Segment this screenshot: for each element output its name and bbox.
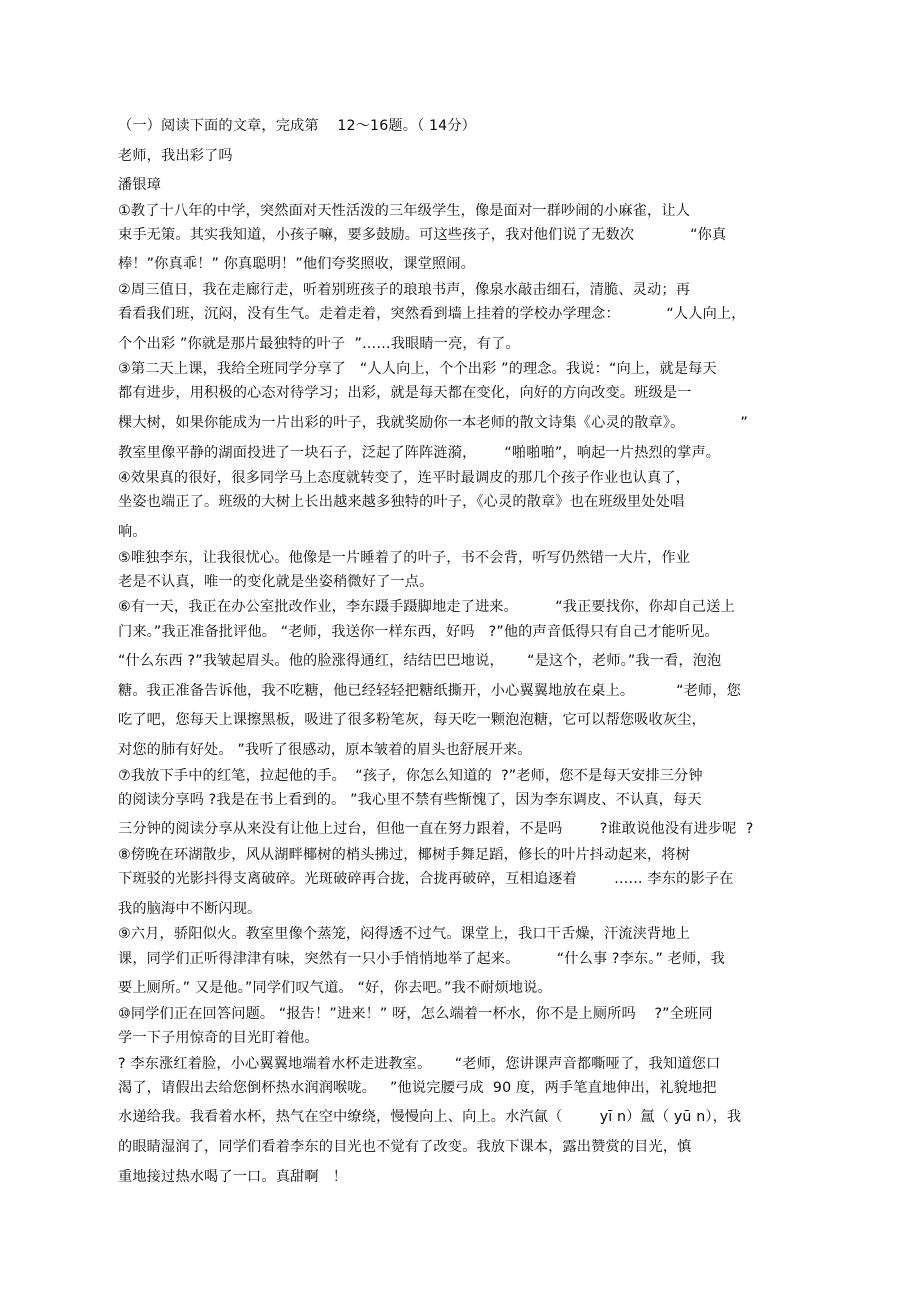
- paragraph-line: 吃了吧，您每天上课擦黑板，吸进了很多粉笔灰，每天吃一颗泡泡糖，它可以帮您吸收灰尘，: [118, 712, 706, 729]
- paragraph-line: 棵大树，如果你能成为一片出彩的叶子，我就奖励你一本老师的散文诗集《心灵的散章》。 ”: [118, 415, 748, 432]
- paragraph-line: 束手无策。其实我知道，小孩子嘛，要多鼓励。可这些孩子，我对他们说了无数次 “你真: [118, 226, 727, 243]
- paragraph-line: 对您的肺有好处。 ”我听了很感动，原本皱着的眉头也舒展开来。: [118, 742, 532, 759]
- paragraph-line: 下斑驳的光影抖得支离破碎。光斑破碎再合拢，合拢再破碎，互相追逐着 …… 李东的影子在: [118, 871, 734, 888]
- paragraph-line: 看看我们班，沉闷，没有生气。走着走着，突然看到墙上挂着的学校办学理念： “人人向上，: [118, 306, 746, 323]
- paragraph-line: 学一下子用惊奇的目光盯着他。: [118, 1030, 319, 1046]
- paragraph-line: 渴了，请假出去给您倒杯热水润润喉咙。 ”他说完腰弓成 90 度，两手笔直地伸出，礼貌地把: [118, 1079, 717, 1096]
- paragraph-line: ⑥有一天，我正在办公室批改作业，李东蹑手蹑脚地走了进来。 “我正要找你，你却自己送上: [118, 599, 735, 616]
- paragraph-line: 个个出彩 ”你就是那片最独特的叶子 ”……我眼睛一亮，有了。: [118, 335, 520, 352]
- paragraph-line: 课，同学们正听得津津有味，突然有一只小手悄悄地举了起来。 “什么事 ?李东。” 老师，我: [118, 950, 726, 967]
- paragraph-line: ⑨六月，骄阳似火。教室里像个蒸笼，闷得透不过气。课堂上，我口干舌燥，汗流浃背地上: [118, 926, 691, 943]
- paragraph-line: 都有进步，用积极的心态对待学习；出彩，就是每天都在变化，向好的方向改变。班级是一: [118, 385, 692, 402]
- paragraph-line: 糖。我正准备告诉他，我不吃糖，他已经轻轻把糖纸撕开，小心翼翼地放在桌上。 “老师，您: [118, 682, 741, 699]
- paragraph-line: 要上厕所。” 又是他。”同学们叹气道。 “好，你去吧。”我不耐烦地说。: [118, 980, 552, 997]
- paragraph-line: 门来。”我正准备批评他。 “老师，我送你一样东西，好吗 ?”他的声音低得只有自己才能听见。: [118, 623, 719, 640]
- paragraph-line: “什么东西 ?”我皱起眉头。他的脸涨得通红，结结巴巴地说， “是这个，老师。”我一看，泡泡: [118, 653, 722, 670]
- paragraph-line: 重地接过热水喝了一口。真甜啊 ！: [118, 1168, 348, 1185]
- paragraph-line: ? 李东涨红着脸，小心翼翼地端着水杯走进教室。 “老师，您讲课声音都嘶哑了，我知道您口: [118, 1055, 721, 1072]
- paragraph-line: 响。: [118, 524, 147, 541]
- paragraph-line: ⑧傍晚在环湖散步，风从湖畔椰树的梢头拂过，椰树手舞足蹈，修长的叶片抖动起来，将树: [118, 847, 691, 864]
- paragraph-line: 三分钟的阅读分享从来没有让他上过台，但他一直在努力跟着，不是吗 ?谁敢说他没有进步呢 ?: [118, 821, 754, 838]
- exercise-instruction: （一）阅读下面的文章，完成第 12～16题。（ 14分）: [118, 118, 477, 134]
- paragraph-line: ①教了十八年的中学，突然面对天性活泼的三年级学生，像是面对一群吵闹的小麻雀，让人: [118, 202, 691, 219]
- paragraph-line: 水递给我。我看着水杯，热气在空中缭绕，慢慢向上、向上。水汽氤（ yī n）氲（ yū n），我: [118, 1109, 742, 1126]
- paragraph-line: 老是不认真，唯一的变化就是坐姿稍微好了一点。: [118, 573, 434, 590]
- paragraph-line: ⑦我放下手中的红笔，拉起他的手。 “孩子，你怎么知道的 ?”老师，您不是每天安排三分钟: [118, 767, 703, 784]
- passage-title: 老师，我出彩了吗: [118, 147, 233, 164]
- paragraph-line: 的阅读分享吗 ?我是在书上看到的。 ”我心里不禁有些惭愧了，因为李东调皮、不认真，每天: [118, 791, 702, 808]
- paragraph-line: 棒！”你真乖！” 你真聪明！”他们夸奖照收，课堂照闹。: [118, 256, 475, 273]
- paragraph-line: ③第二天上课，我给全班同学分享了 “人人向上，个个出彩 ”的理念。我说：“向上，就是每天: [118, 361, 717, 378]
- paragraph-line: 坐姿也端正了。班级的大树上长出越来越多独特的叶子，《心灵的散章》也在班级里处处唱: [118, 494, 685, 511]
- paragraph-line: ⑤唯独李东，让我很忧心。他像是一片睡着了的叶子，书不会背，听写仍然错一大片，作业: [118, 549, 691, 566]
- passage-body: [118, 112, 818, 1192]
- paragraph-line: ④效果真的很好，很多同学马上态度就转变了，连平时最调皮的那几个孩子作业也认真了，: [118, 470, 691, 487]
- paragraph-line: 我的脑海中不断闪现。: [118, 900, 262, 917]
- paragraph-line: 的眼睛湿润了，同学们看着李东的目光也不觉有了改变。我放下课本，露出赞赏的目光，慎: [118, 1138, 692, 1155]
- paragraph-line: ②周三值日，我在走廊行走，听着别班孩子的琅琅书声，像泉水敲击细石，清脆、灵动；再: [118, 281, 691, 298]
- paragraph-line: ⑩同学们正在回答问题。 “报告！”进来！” 呀，怎么端着一杯水，你不是上厕所吗 ?”全班同: [118, 1005, 713, 1022]
- passage-author: 潘银璋: [118, 177, 162, 193]
- paragraph-line: 教室里像平静的湖面投进了一块石子，泛起了阵阵涟漪， “啪啪啪”，响起一片热烈的掌声。: [118, 444, 721, 461]
